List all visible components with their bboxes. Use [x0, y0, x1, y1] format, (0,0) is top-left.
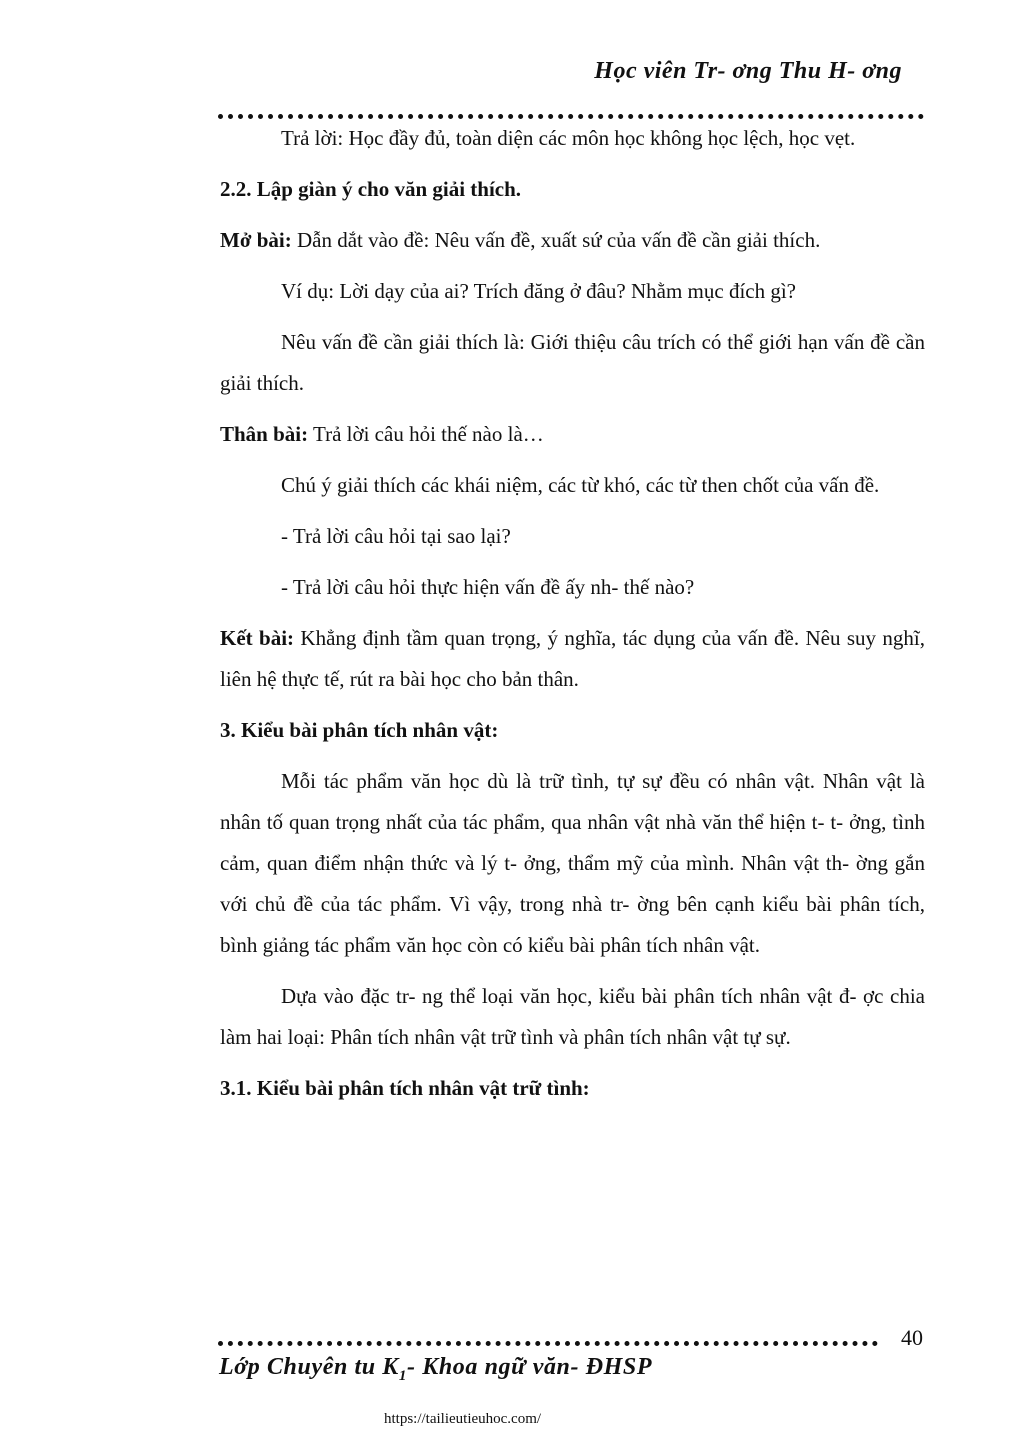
than-bai-label: Thân bài:	[220, 422, 309, 446]
footer-text-rest: - Khoa ngữ văn- ĐHSP	[407, 1354, 653, 1380]
section-heading-2-2: 2.2. Lập giàn ý cho văn giải thích.	[220, 177, 522, 201]
footer-divider	[218, 1331, 878, 1346]
source-url: https://tailieutieuhoc.com/	[384, 1411, 542, 1427]
mo-bai-paragraph	[220, 220, 925, 261]
header-divider	[218, 104, 924, 119]
answer-paragraph: Trả lời: Học đầy đủ, toàn diện các môn học không học lệch, học vẹt.	[281, 126, 856, 150]
than-bai-paragraph	[220, 414, 925, 455]
mo-bai-text: Dẫn dắt vào đề: Nêu vấn đề, xuất sứ của vấn đề cần giải thích.	[291, 228, 821, 252]
footer-text	[219, 1354, 652, 1385]
page-body	[220, 118, 925, 1119]
section-heading-3-1: 3.1. Kiểu bài phân tích nhân vật trữ tình:	[220, 1076, 590, 1100]
character-paragraph: Mỗi tác phẩm văn học dù là trữ tình, tự sự đều có nhân vật. Nhân vật là nhân tố quan trọng nhất của tác phẩm, qua nhân vật nhà văn thể hiện t- t- ởng, tình cảm, quan điểm nhận thức và lý t- ởng, thẩm mỹ của mình. Nhân vật th- ờng gắn với chủ đề của tác phẩm. Vì vậy, trong nhà tr- ờng bên cạnh kiểu bài phân tích, bình giảng tác phẩm văn học còn có kiểu bài phân tích nhân vật.	[220, 769, 925, 957]
mo-bai-label: Mở bài:	[220, 228, 292, 252]
why-question: - Trả lời câu hỏi tại sao lại?	[281, 524, 511, 548]
footer-subscript: 1	[398, 1367, 408, 1384]
ket-bai-paragraph	[220, 618, 925, 700]
header-title: Học viên Tr- ơng Thu H- ơng	[594, 58, 902, 84]
how-question: - Trả lời câu hỏi thực hiện vấn đề ấy nh- thế nào?	[281, 575, 695, 599]
ket-bai-text: Khẳng định tầm quan trọng, ý nghĩa, tác dụng của vấn đề. Nêu suy nghĩ, liên hệ thực tế, rút ra bài học cho bản thân.	[220, 626, 925, 691]
section-heading-3: 3. Kiểu bài phân tích nhân vật:	[220, 718, 499, 742]
classification-paragraph: Dựa vào đặc tr- ng thể loại văn học, kiểu bài phân tích nhân vật đ- ợc chia làm hai loại: Phân tích nhân vật trữ tình và phân tích nhân vật tự sự.	[220, 984, 925, 1049]
note-paragraph: Chú ý giải thích các khái niệm, các từ khó, các từ then chốt của vấn đề.	[281, 473, 880, 497]
footer-text-main: Lớp Chuyên tu K	[219, 1354, 399, 1380]
ket-bai-label: Kết bài:	[220, 626, 295, 650]
issue-paragraph: Nêu vấn đề cần giải thích là: Giới thiệu câu trích có thể giới hạn vấn đề cần giải thích.	[220, 330, 925, 395]
than-bai-text: Trả lời câu hỏi thế nào là…	[308, 422, 544, 446]
example-paragraph: Ví dụ: Lời dạy của ai? Trích đăng ở đâu? Nhằm mục đích gì?	[281, 279, 797, 303]
page-number: 40	[901, 1325, 923, 1350]
